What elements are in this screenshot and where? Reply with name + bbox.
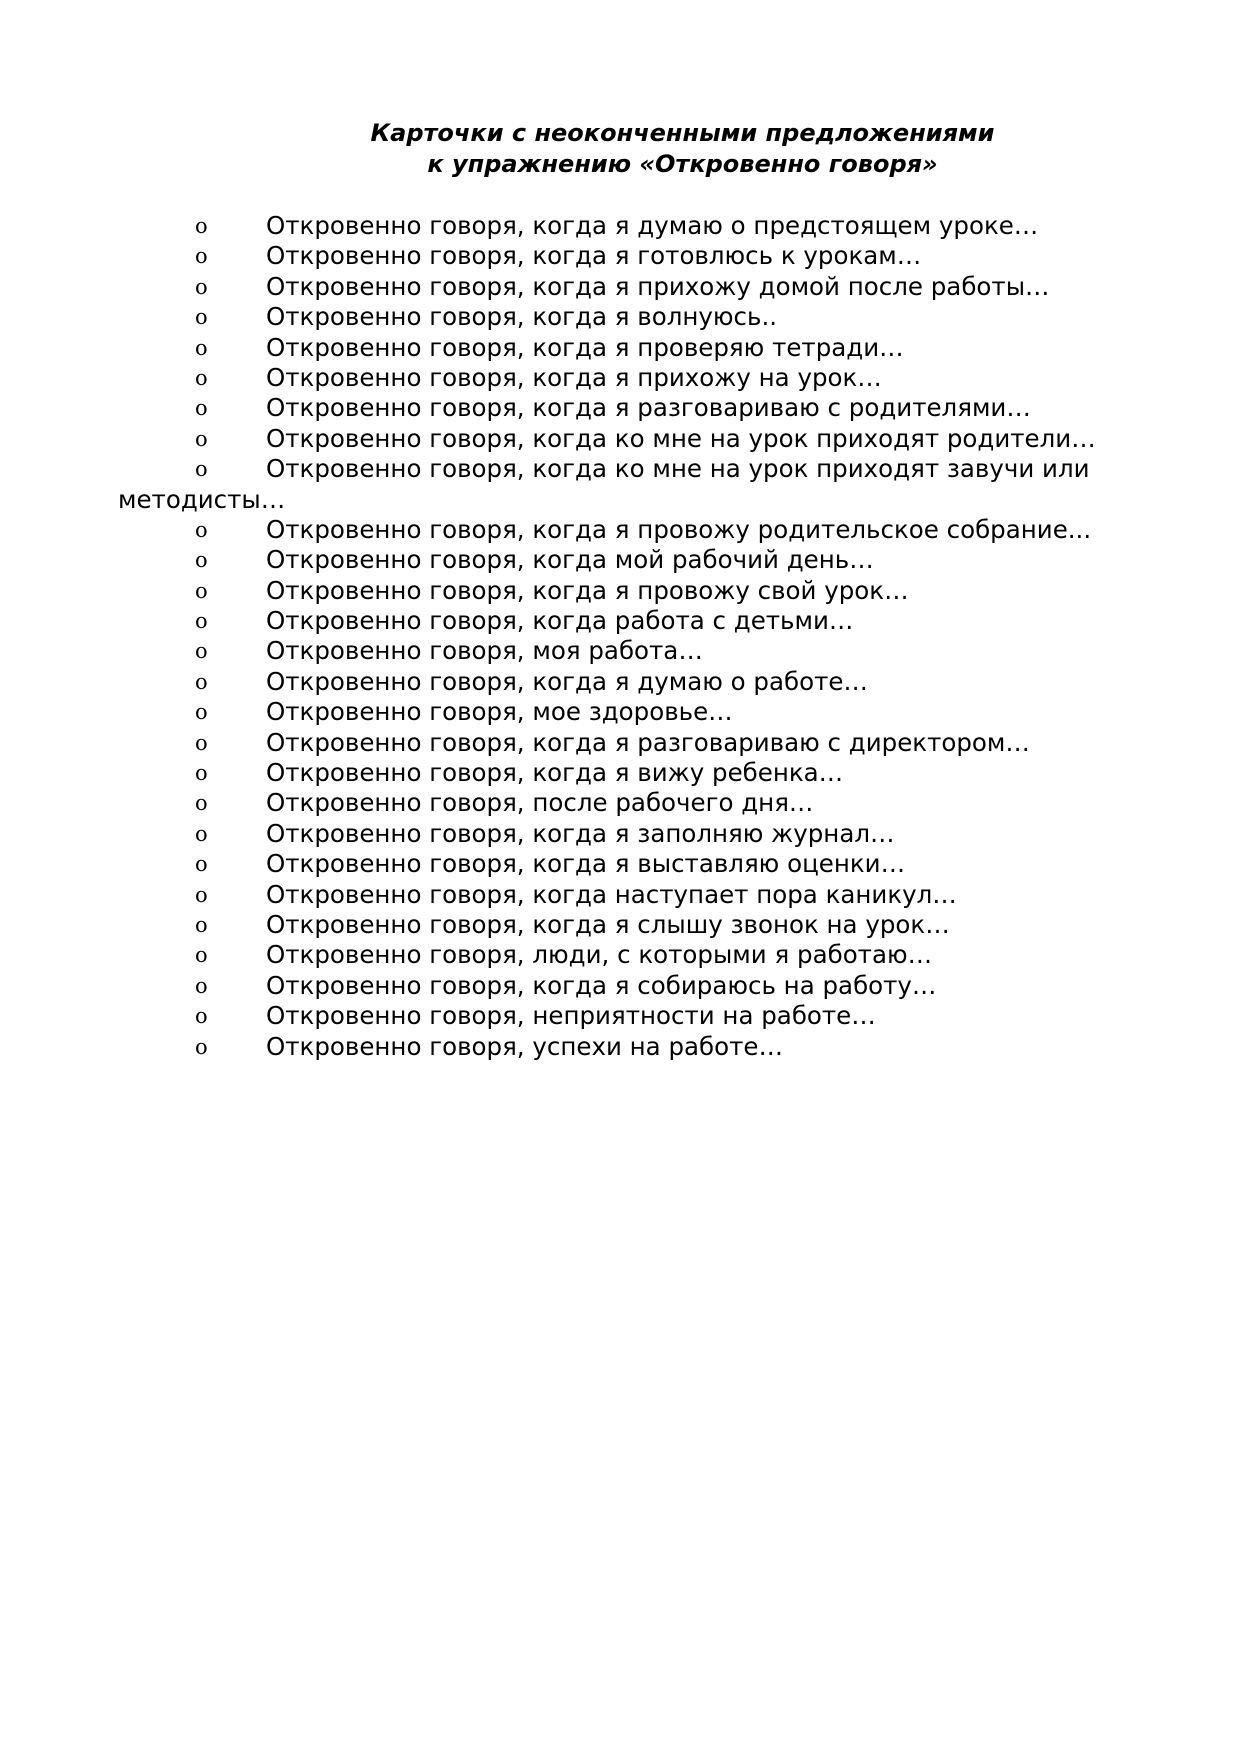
list-item-text: Откровенно говоря, после рабочего дня… [266,788,814,818]
list-item [0,819,1240,849]
list-item-text: Откровенно говоря, когда я выставляю оценки… [266,849,906,879]
list-item [0,788,1240,818]
bullet-icon: o [195,913,208,937]
list-item-text: Откровенно говоря, успехи на работе… [266,1031,783,1061]
list-item [0,333,1240,363]
bullet-icon: o [195,396,208,421]
bullet-icon: o [195,548,208,573]
bullet-icon: o [195,274,208,299]
bullet-icon: o [195,426,208,451]
bullet-icon: o [195,365,208,390]
list-item [0,728,1240,758]
list-item-text: Откровенно говоря, когда мой рабочий день… [266,545,874,575]
bullet-icon: o [195,1004,208,1029]
list-item [0,758,1240,788]
list-item [0,971,1240,1001]
list-item-text: Откровенно говоря, когда наступает пора каникул… [266,879,957,909]
bullet-icon: o [195,214,208,238]
list-item-text: Откровенно говоря, когда я заполняю журнал… [266,818,895,848]
list-item [0,211,1240,241]
list-item [0,1001,1240,1031]
list-item [0,272,1240,302]
bullet-icon: o [195,730,208,755]
list-item-text: Откровенно говоря, моя работа… [266,636,703,666]
list-item-text: Откровенно говоря, люди, с которыми я работаю… [266,940,933,970]
list-item-text: Откровенно говоря, когда я прихожу домой после работы… [266,271,1050,301]
bullet-icon: o [195,761,208,786]
list-item-text: Откровенно говоря, когда я собираюсь на работу… [266,970,937,1000]
sentence-list [0,211,1240,1062]
list-item [0,393,1240,423]
list-item-text: Откровенно говоря, когда я вижу ребенка… [266,758,844,788]
list-item-text: Откровенно говоря, когда я провожу свой урок… [266,575,909,605]
bullet-icon: o [195,943,208,968]
list-item-text: Откровенно говоря, неприятности на работе… [266,1001,876,1031]
list-item [0,515,1240,545]
title-line-2: к упражнению «Откровенно говоря» [427,150,938,178]
list-item-text: Откровенно говоря, когда я думаю о предстоящем уроке… [266,211,1039,240]
list-item-text: Откровенно говоря, когда ко мне на урок приходят завучи или [266,454,1090,484]
list-item [0,302,1240,332]
bullet-icon: o [195,305,208,330]
list-item [0,910,1240,940]
list-item [0,849,1240,879]
document-title [0,118,1240,180]
bullet-icon: o [195,821,208,846]
list-item [0,454,1240,515]
bullet-icon: o [195,517,208,542]
list-item-text: Откровенно говоря, когда я готовлюсь к урокам… [266,241,922,271]
list-item-text: Откровенно говоря, когда я разговариваю с директором… [266,727,1030,757]
list-item-text: Откровенно говоря, когда я прихожу на урок… [266,362,882,392]
list-item [0,636,1240,666]
list-item-text: Откровенно говоря, когда я волнуюсь.. [266,302,778,332]
bullet-icon: o [195,669,208,694]
list-item [0,880,1240,910]
list-item-text-continuation: методисты… [118,484,286,514]
list-item [0,667,1240,697]
list-item [0,424,1240,454]
bullet-icon: o [195,609,208,634]
bullet-icon: o [195,700,208,725]
bullet-icon: o [195,639,208,664]
list-item [0,940,1240,970]
list-item [0,241,1240,271]
list-item-text: Откровенно говоря, когда я проверяю тетради… [266,332,904,362]
bullet-icon: o [195,244,208,269]
title-line-1: Карточки с неоконченными предложениями [370,119,995,147]
list-item [0,576,1240,606]
list-item [0,606,1240,636]
list-item-text: Откровенно говоря, когда я слышу звонок на урок… [266,910,950,939]
list-item [0,697,1240,727]
bullet-icon: o [195,457,208,482]
list-item-text: Откровенно говоря, когда я провожу родительское собрание... [266,514,1092,544]
list-item-text: Откровенно говоря, когда я думаю о работе… [266,666,868,696]
bullet-icon: o [195,578,208,603]
bullet-icon: o [195,791,208,816]
bullet-icon: o [195,973,208,998]
list-item [0,545,1240,575]
list-item-text: Откровенно говоря, когда работа с детьми… [266,606,854,636]
bullet-icon: o [195,852,208,877]
bullet-icon: o [195,882,208,907]
bullet-icon: o [195,1034,208,1059]
bullet-icon: o [195,335,208,360]
list-item [0,1032,1240,1062]
list-item-text: Откровенно говоря, когда ко мне на урок приходят родители… [266,423,1096,453]
list-item-text: Откровенно говоря, мое здоровье… [266,697,733,727]
list-item-text: Откровенно говоря, когда я разговариваю с родителями… [266,393,1031,423]
list-item [0,363,1240,393]
